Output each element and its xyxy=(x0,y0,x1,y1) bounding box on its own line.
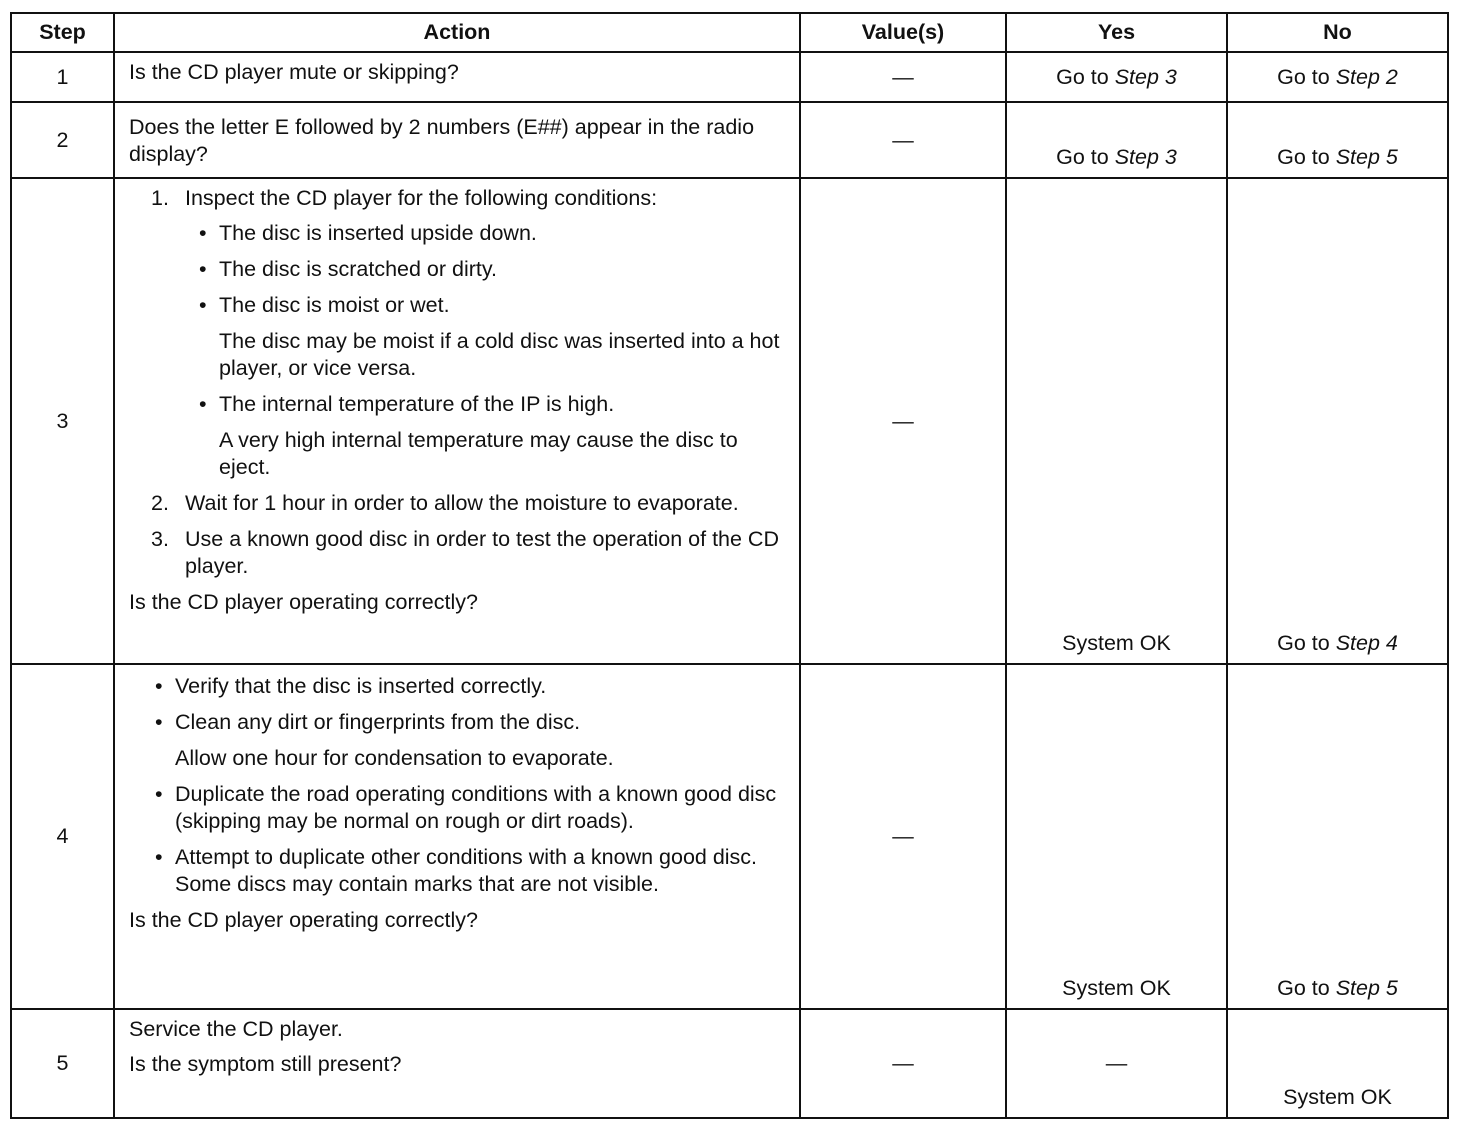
header-action: Action xyxy=(114,13,800,52)
header-step: Step xyxy=(11,13,114,52)
step-number: 5 xyxy=(11,1009,114,1118)
bullet-item xyxy=(197,391,785,481)
item-text: Wait for 1 hour in order to allow the moisture to evaporate. xyxy=(185,491,739,515)
item-number: 3. xyxy=(151,527,169,551)
numbered-list xyxy=(129,185,785,580)
list-item xyxy=(149,490,785,517)
yes-step-link[interactable]: Step 3 xyxy=(1114,145,1177,169)
yes-cell xyxy=(1006,52,1227,102)
step-number: 3 xyxy=(11,178,114,664)
yes-cell: System OK xyxy=(1006,178,1227,664)
value-cell: — xyxy=(800,102,1006,178)
action-question: Does the letter E followed by 2 numbers (E##) appear in the radio display? xyxy=(129,115,755,166)
bullet-text: Duplicate the road operating conditions with a known good disc (skipping may be normal on rough or dirt roads). xyxy=(175,782,777,833)
table-row-step-2 xyxy=(11,102,1448,178)
no-cell xyxy=(1227,664,1448,1009)
table-row-step-1 xyxy=(11,52,1448,102)
no-step-link[interactable]: Step 5 xyxy=(1335,145,1398,169)
no-step-link[interactable]: Step 4 xyxy=(1335,631,1398,655)
yes-prefix: Go to xyxy=(1056,64,1115,89)
item-number: 2. xyxy=(151,491,169,515)
no-cell xyxy=(1227,102,1448,178)
action-question: Is the CD player operating correctly? xyxy=(129,908,478,932)
diagnostic-table xyxy=(10,12,1449,1119)
bullet-text: Attempt to duplicate other conditions with a known good disc. Some discs may contain marks that are not visible. xyxy=(175,845,758,896)
bullet-text: The internal temperature of the IP is high. xyxy=(219,392,615,416)
yes-prefix: Go to xyxy=(1056,145,1115,169)
no-cell xyxy=(1227,52,1448,102)
bullet-note: A very high internal temperature may cause the disc to eject. xyxy=(219,428,738,479)
item-number: 1. xyxy=(151,186,169,210)
action-cell xyxy=(114,102,800,178)
action-question: Is the CD player mute or skipping? xyxy=(129,60,459,84)
bullet-item xyxy=(153,709,785,772)
bullet-item xyxy=(153,844,785,898)
value-cell: — xyxy=(800,1009,1006,1118)
bullet-item xyxy=(153,673,785,700)
header-no: No xyxy=(1227,13,1448,52)
value-cell: — xyxy=(800,178,1006,664)
action-cell xyxy=(114,52,800,102)
no-step-link[interactable]: Step 5 xyxy=(1335,976,1398,1000)
header-yes: Yes xyxy=(1006,13,1227,52)
action-cell xyxy=(114,1009,800,1118)
action-question: Is the symptom still present? xyxy=(129,1052,402,1076)
action-cell xyxy=(114,664,800,1009)
step-number: 2 xyxy=(11,102,114,178)
bullet-item xyxy=(197,220,785,247)
bullet-text: Clean any dirt or fingerprints from the disc. xyxy=(175,710,581,734)
bullet-list xyxy=(185,220,785,481)
table-row-step-5 xyxy=(11,1009,1448,1118)
bullet-text: The disc is inserted upside down. xyxy=(219,221,537,245)
step-number: 4 xyxy=(11,664,114,1009)
table-row-step-4 xyxy=(11,664,1448,1009)
action-text: Service the CD player. xyxy=(129,1017,343,1041)
action-cell xyxy=(114,178,800,664)
header-values: Value(s) xyxy=(800,13,1006,52)
bullet-list xyxy=(129,673,785,898)
yes-cell xyxy=(1006,102,1227,178)
bullet-text: The disc is scratched or dirty. xyxy=(219,257,497,281)
yes-cell: System OK xyxy=(1006,664,1227,1009)
value-cell: — xyxy=(800,664,1006,1009)
header-row xyxy=(11,13,1448,52)
no-prefix: Go to xyxy=(1277,631,1336,655)
bullet-note: Allow one hour for condensation to evaporate. xyxy=(175,746,614,770)
value-cell: — xyxy=(800,52,1006,102)
item-text: Inspect the CD player for the following conditions: xyxy=(185,186,658,210)
step-number: 1 xyxy=(11,52,114,102)
no-cell: System OK xyxy=(1227,1009,1448,1118)
item-text: Use a known good disc in order to test the operation of the CD player. xyxy=(185,527,779,578)
bullet-text: Verify that the disc is inserted correctly. xyxy=(175,674,547,698)
bullet-text: The disc is moist or wet. xyxy=(219,293,450,317)
no-prefix: Go to xyxy=(1277,976,1336,1000)
no-step-link[interactable]: Step 2 xyxy=(1335,64,1398,89)
list-item xyxy=(149,185,785,481)
no-prefix: Go to xyxy=(1277,64,1336,89)
no-cell xyxy=(1227,178,1448,664)
bullet-item xyxy=(153,781,785,835)
bullet-item xyxy=(197,256,785,283)
action-question: Is the CD player operating correctly? xyxy=(129,590,478,614)
bullet-item xyxy=(197,292,785,382)
no-prefix: Go to xyxy=(1277,145,1336,169)
list-item xyxy=(149,526,785,580)
table-row-step-3 xyxy=(11,178,1448,664)
yes-step-link[interactable]: Step 3 xyxy=(1114,64,1177,89)
bullet-note: The disc may be moist if a cold disc was inserted into a hot player, or vice versa. xyxy=(219,329,780,380)
yes-cell: — xyxy=(1006,1009,1227,1118)
